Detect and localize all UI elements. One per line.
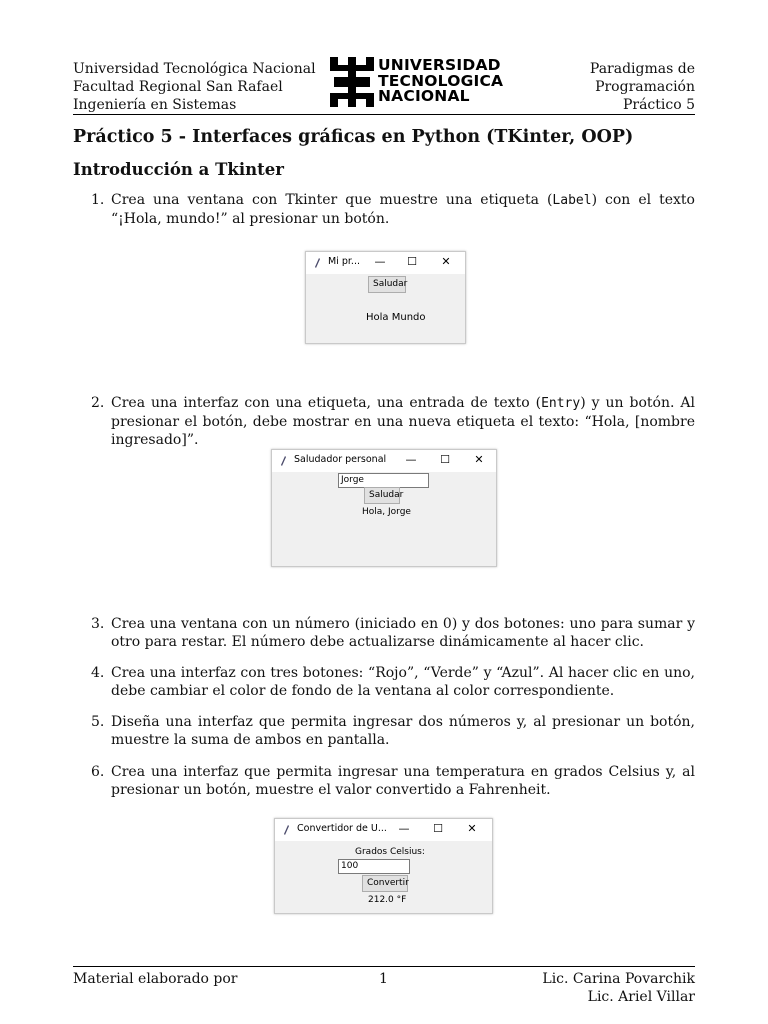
name-entry[interactable]: Jorge (338, 473, 429, 488)
exercise-item (73, 191, 695, 228)
footer-authors (542, 970, 695, 1006)
window-titlebar (306, 252, 465, 274)
author-2: Lic. Ariel Villar (587, 989, 695, 1005)
section-heading: Introducción a Tkinter (73, 160, 284, 179)
close-icon[interactable]: ✕ (441, 255, 451, 268)
tk-feather-icon (280, 456, 286, 466)
exercise-item (73, 664, 695, 700)
header-institution (73, 60, 316, 114)
celsius-entry[interactable]: 100 (338, 859, 410, 874)
utn-logo (330, 55, 535, 111)
header-course (590, 60, 695, 114)
header-career: Ingeniería en Sistemas (73, 97, 237, 113)
close-icon[interactable]: ✕ (467, 822, 477, 835)
celsius-prompt: Grados Celsius: (355, 847, 425, 857)
header-subject-1: Paradigmas de (589, 61, 695, 77)
header-university: Universidad Tecnológica Nacional (73, 61, 316, 77)
header-faculty: Facultad Regional San Rafael (73, 79, 283, 95)
tk-window-converter (274, 818, 493, 914)
exercise-item (73, 615, 695, 651)
hello-label: Hola Mundo (366, 312, 426, 323)
footer-rule (73, 966, 695, 967)
item-number: 6. (91, 764, 105, 780)
window-title: Mi pr... (328, 256, 360, 267)
close-icon[interactable]: ✕ (474, 453, 484, 466)
greeting-label: Hola, Jorge (362, 507, 411, 517)
item-text: Diseña una interfaz que permita ingresar dos números y, al presionar un botón, muestre la suma de ambos en pantalla. (111, 714, 695, 748)
greet-button[interactable]: Saludar (364, 487, 400, 504)
item-text: Crea una ventana con Tkinter que muestre una etiqueta (Label) con el texto “¡Hola, mundo!” al presionar un botón. (111, 192, 695, 227)
maximize-icon[interactable]: ☐ (407, 255, 417, 268)
minimize-icon[interactable]: — (405, 453, 417, 466)
item-number: 4. (91, 665, 105, 681)
tk-feather-icon (314, 258, 320, 268)
tk-window-personal-greeter (271, 449, 497, 567)
header-subject-2: Programación (595, 79, 695, 95)
exercise-item (73, 763, 695, 799)
item-number: 1. (91, 192, 105, 208)
header-rule (73, 114, 695, 115)
convert-button[interactable]: Convertir (362, 875, 408, 892)
item-text: Crea una interfaz con tres botones: “Rojo”, “Verde” y “Azul”. Al hacer clic en uno, debe cambiar el color de fondo de la ventana al color correspondiente. (111, 665, 695, 699)
minimize-icon[interactable]: — (398, 822, 410, 835)
item-number: 3. (91, 616, 105, 632)
window-title: Saludador personal (294, 454, 387, 465)
fahrenheit-result: 212.0 °F (368, 895, 407, 905)
maximize-icon[interactable]: ☐ (433, 822, 443, 835)
maximize-icon[interactable]: ☐ (440, 453, 450, 466)
utn-emblem-icon (330, 57, 374, 107)
tk-feather-icon (283, 825, 289, 835)
minimize-icon[interactable]: — (374, 255, 386, 268)
window-title: Convertidor de U... (297, 823, 387, 834)
item-text: Crea una ventana con un número (iniciado en 0) y dos botones: uno para sumar y otro para restar. El número debe actualizarse dinámicamente al hacer clic. (111, 616, 695, 650)
author-1: Lic. Carina Povarchik (542, 971, 695, 987)
exercise-item (73, 713, 695, 749)
header-practice: Práctico 5 (622, 97, 695, 113)
logo-wordmark: UNIVERSIDAD TECNOLOGICA NACIONAL (378, 56, 504, 105)
item-number: 5. (91, 714, 105, 730)
tk-window-hello (305, 251, 466, 344)
page-title: Práctico 5 - Interfaces gráficas en Python (TKinter, OOP) (73, 127, 634, 147)
greet-button[interactable]: Saludar (368, 276, 406, 293)
item-number: 2. (91, 395, 105, 411)
exercise-item (73, 394, 695, 449)
item-text: Crea una interfaz con una etiqueta, una entrada de texto (Entry) y un botón. Al presionar el botón, debe mostrar en una nueva etiqueta el texto: “Hola, [nombre ingresado]”. (111, 395, 695, 448)
window-titlebar (275, 819, 492, 841)
page-number: 1 (379, 971, 388, 987)
footer-credit: Material elaborado por (73, 971, 238, 987)
window-titlebar (272, 450, 496, 472)
item-text: Crea una interfaz que permita ingresar una temperatura en grados Celsius y, al presionar un botón, muestre el valor convertido a Fahrenheit. (111, 764, 695, 798)
